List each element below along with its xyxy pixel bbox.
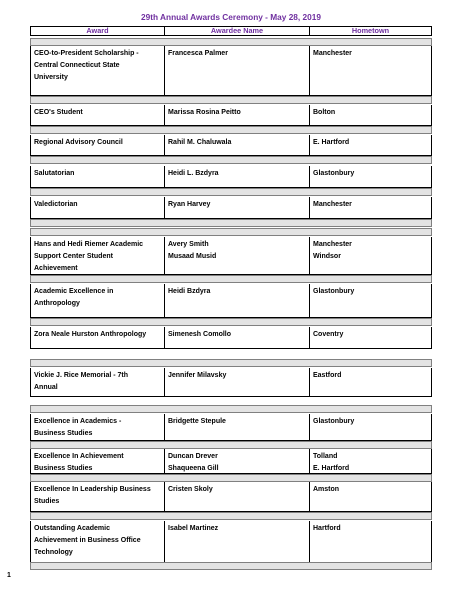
award-cell-line: Technology [34, 549, 73, 556]
award-cell [30, 368, 164, 396]
awardee-cell [164, 46, 309, 95]
page-number: 1 [7, 572, 11, 579]
hometown-cell-line: Windsor [313, 253, 341, 260]
hometown-cell [309, 284, 432, 317]
hometown-cell-line: Tolland [313, 453, 338, 460]
row-separator [30, 156, 432, 164]
award-cell-line: CEO's Student [34, 109, 83, 116]
awardee-cell [164, 105, 309, 125]
award-cell-line: Studies [34, 498, 60, 505]
hometown-cell [309, 521, 432, 562]
award-cell-line: University [34, 74, 68, 81]
awardee-cell-line: Heidi L. Bzdyra [168, 170, 219, 177]
award-cell-line: Excellence In Achievement [34, 453, 124, 460]
awardee-cell-line: Rahil M. Chaluwala [168, 139, 232, 146]
awardee-cell [164, 368, 309, 396]
award-cell [30, 521, 164, 562]
row-separator [30, 275, 432, 283]
award-cell [30, 284, 164, 317]
awardee-cell [164, 166, 309, 187]
hometown-cell [309, 482, 432, 511]
award-cell-line: Academic Excellence in [34, 288, 114, 295]
hometown-cell [309, 327, 432, 348]
award-cell-line: Salutatorian [34, 170, 75, 177]
awardee-cell [164, 237, 309, 274]
row-separator [30, 126, 432, 134]
row-separator [30, 405, 432, 413]
awardee-cell [164, 135, 309, 155]
award-cell-line: Achievement [34, 265, 78, 272]
awardee-cell-line: Heidi Bzdyra [168, 288, 211, 295]
hometown-cell-line: Manchester [313, 201, 352, 208]
hometown-cell [309, 105, 432, 125]
award-cell [30, 197, 164, 218]
table-row [30, 414, 432, 441]
hometown-cell-line: E. Hartford [313, 465, 350, 472]
awardee-cell-line: Ryan Harvey [168, 201, 211, 208]
row-separator [30, 441, 432, 449]
awardee-cell-line: Francesca Palmer [168, 50, 228, 57]
award-cell-line: Support Center Student [34, 253, 113, 260]
awardee-cell-line: Musaad Musid [168, 253, 217, 260]
award-cell [30, 237, 164, 274]
hometown-cell [309, 46, 432, 95]
row-separator [30, 219, 432, 227]
hometown-cell-line: Manchester [313, 241, 352, 248]
award-cell [30, 105, 164, 125]
hometown-cell [309, 166, 432, 187]
award-cell-line: Business Studies [34, 465, 93, 472]
award-cell-line: Zora Neale Hurston Anthropology [34, 331, 147, 338]
hometown-cell-line: Glastonbury [313, 170, 355, 177]
row-separator [30, 188, 432, 196]
awardee-cell [164, 414, 309, 440]
award-cell-line: Annual [34, 384, 58, 391]
award-cell [30, 482, 164, 511]
awardee-cell-line: Cristen Skoly [168, 486, 213, 493]
awardee-cell [164, 284, 309, 317]
table-row [30, 135, 432, 156]
row-separator [30, 562, 432, 570]
award-cell-line: Hans and Hedi Riemer Academic [34, 241, 144, 248]
table-row [30, 105, 432, 126]
awardee-cell-line: Marissa Rosina Peitto [168, 109, 241, 116]
award-cell-line: Regional Advisory Council [34, 139, 123, 146]
award-cell-line: CEO-to-President Scholarship - [34, 50, 139, 57]
awardee-cell [164, 197, 309, 218]
award-cell-line: Achievement in Business Office [34, 537, 141, 544]
row-separator [30, 318, 432, 326]
award-cell [30, 166, 164, 187]
hometown-cell [309, 368, 432, 396]
award-cell [30, 46, 164, 95]
awardee-cell-line: Simenesh Comollo [168, 331, 232, 338]
table-row [30, 368, 432, 397]
award-cell-line: Anthropology [34, 300, 80, 307]
column-header-awardee: Awardee Name [164, 27, 309, 35]
award-cell-line: Excellence In Leadership Business [34, 486, 151, 493]
hometown-cell-line: Hartford [313, 525, 341, 532]
awardee-cell-line: Jennifer Milavsky [168, 372, 227, 379]
hometown-cell-line: Bolton [313, 109, 336, 116]
award-cell-line: Valedictorian [34, 201, 78, 208]
hometown-cell [309, 197, 432, 218]
award-cell-line: Outstanding Academic [34, 525, 110, 532]
page-title: 29th Annual Awards Ceremony - May 28, 2019 [141, 12, 321, 22]
table-row [30, 521, 432, 563]
row-separator [30, 228, 432, 236]
hometown-cell [309, 449, 432, 473]
hometown-cell [309, 414, 432, 440]
award-cell-line: Vickie J. Rice Memorial - 7th [34, 372, 129, 379]
awardee-cell [164, 482, 309, 511]
row-separator [30, 38, 432, 46]
award-cell [30, 327, 164, 348]
award-cell-line: Business Studies [34, 430, 93, 437]
hometown-cell-line: Manchester [313, 50, 352, 57]
row-separator [30, 359, 432, 367]
table-row [30, 482, 432, 512]
table-row [30, 284, 432, 318]
table-row [30, 166, 432, 188]
hometown-cell-line: E. Hartford [313, 139, 350, 146]
award-cell [30, 135, 164, 155]
award-cell [30, 449, 164, 473]
awardee-cell-line: Bridgette Stepule [168, 418, 226, 425]
column-header-hometown: Hometown [309, 27, 432, 35]
hometown-cell [309, 135, 432, 155]
table-row [30, 449, 432, 474]
table-row [30, 197, 432, 219]
row-separator [30, 474, 432, 482]
row-separator [30, 96, 432, 104]
awardee-cell [164, 521, 309, 562]
table-row [30, 327, 432, 349]
award-cell-line: Excellence in Academics - [34, 418, 122, 425]
hometown-cell-line: Glastonbury [313, 418, 355, 425]
awardee-cell-line: Avery Smith [168, 241, 209, 248]
row-separator [30, 512, 432, 520]
column-header-award: Award [30, 27, 164, 35]
hometown-cell-line: Eastford [313, 372, 342, 379]
awardee-cell [164, 449, 309, 473]
awardee-cell-line: Isabel Martinez [168, 525, 219, 532]
award-cell [30, 414, 164, 440]
hometown-cell-line: Glastonbury [313, 288, 355, 295]
hometown-cell-line: Amston [313, 486, 340, 493]
table-row [30, 237, 432, 275]
table-row [30, 46, 432, 96]
awardee-cell-line: Duncan Drever [168, 453, 218, 460]
hometown-cell [309, 237, 432, 274]
table-header [30, 26, 432, 36]
awardee-cell [164, 327, 309, 348]
awardee-cell-line: Shaqueena Gill [168, 465, 219, 472]
award-cell-line: Central Connecticut State [34, 62, 120, 69]
hometown-cell-line: Coventry [313, 331, 344, 338]
